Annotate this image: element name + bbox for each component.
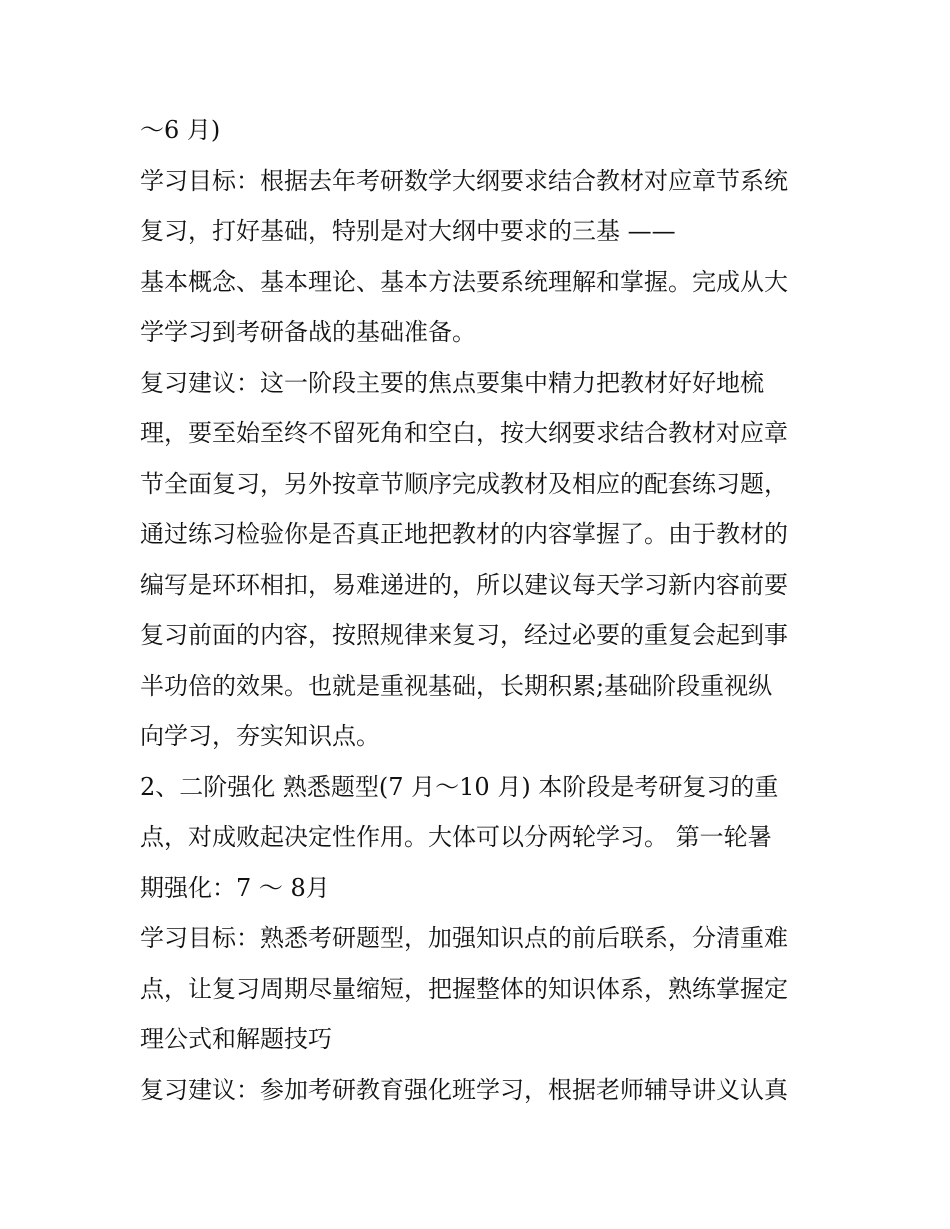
text-line: 理，要至始至终不留死角和空白，按大纲要求结合教材对应章 [140, 419, 788, 447]
text-line: 基本概念、基本理论、基本方法要系统理解和掌握。完成从大 [140, 268, 788, 296]
text-line: 学习目标：根据去年考研数学大纲要求结合教材对应章节系统 [140, 167, 788, 195]
text-line: 通过练习检验你是否真正地把教材的内容掌握了。由于教材的 [140, 520, 788, 548]
text-line: 复习，打好基础，特别是对大纲中要求的三基 —— [140, 217, 676, 245]
text-line: 点，对成败起决定性作用。大体可以分两轮学习。 第一轮暑 [140, 823, 772, 851]
text-line: 节全面复习，另外按章节顺序完成教材及相应的配套练习题， [140, 470, 788, 498]
text-line: 理公式和解题技巧 [140, 1025, 332, 1053]
text-line: 半功倍的效果。也就是重视基础，长期积累;基础阶段重视纵 [140, 672, 773, 700]
text-line: 复习建议：这一阶段主要的焦点要集中精力把教材好好地梳 [140, 369, 764, 397]
text-line: 复习前面的内容，按照规律来复习，经过必要的重复会起到事 [140, 621, 788, 649]
text-line: 编写是环环相扣，易难递进的，所以建议每天学习新内容前要 [140, 571, 788, 599]
text-line: 期强化：7 ～ 8月 [140, 874, 330, 902]
text-line: 2、二阶强化 熟悉题型(7 月～10 月) 本阶段是考研复习的重 [140, 773, 779, 801]
text-line: 学学习到考研备战的基础准备。 [140, 318, 476, 346]
text-line: 点，让复习周期尽量缩短，把握整体的知识体系，熟练掌握定 [140, 975, 788, 1003]
text-line: ～6 月) [140, 116, 221, 144]
text-line: 学习目标：熟悉考研题型，加强知识点的前后联系，分清重难 [140, 924, 788, 952]
text-line: 复习建议：参加考研教育强化班学习，根据老师辅导讲义认真 [140, 1076, 788, 1104]
text-line: 向学习，夯实知识点。 [140, 722, 380, 750]
